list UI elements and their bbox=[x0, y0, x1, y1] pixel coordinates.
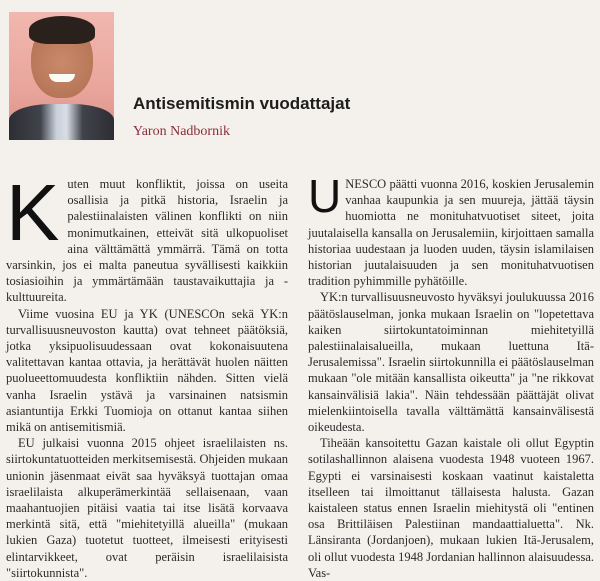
right-column bbox=[308, 170, 594, 581]
left-paragraph-2: Viime vuosina EU ja YK (UNESCOn sekä YK:n turvallisuusneuvoston kautta) ovat tehneet päätöksiä, jotka yksipuolisuudessaan ovat kokonaisuutena valitettavan kantaa ottavia, ja herättävät huolen näitten puolueettomuudesta konfliktiin nähden. Sitten vielä vanha Israelin ystävä ja varsinainen natsismin asiantuntija Erkki Tuomioja on ottanut kantaa siihen mikä on antisemitismiä. bbox=[6, 306, 288, 435]
dropcap-u: U bbox=[308, 170, 342, 222]
right-paragraph-1-text: NESCO päätti vuonna 2016, koskien Jerusalemin vanhaa kaupunkia ja sen muureja, jättää täysin huomiotta ne monituhatvuotiset siteet, joita juutalaisella kansalla on Jerusalemiin, kirjoittaen samalla historiaa uudestaan ja luoden uuden, täysin islamilaisen historian juutalaisuuden ja sen monituhatvuotisen tradition pyhimmille pyhätöille. bbox=[308, 177, 594, 289]
author-photo bbox=[9, 12, 114, 140]
author-shirt bbox=[9, 104, 114, 140]
left-paragraph-1 bbox=[6, 168, 288, 306]
author-smile bbox=[49, 74, 75, 82]
right-paragraph-2: YK:n turvallisuusneuvosto hyväksyi joulukuussa 2016 päätöslauselman, jonka mukaan Israelin on "lopetettava kaiken siirtokuntatoiminnan miehitetyillä palestiinalaisalueilla, mukaan luettuna Itä-Jerusalemissa". Israelin siirtokunnilla ei päätöslauselman mukaan "ole mitään kansallista oikeutta" ja "ne rikkovat kansainvälisiä lakia". Näin tehdessään päättäjät olivat mielenkiintoisella tavalla välttämättä kansainvälisestä oikeudesta. bbox=[308, 290, 594, 435]
left-paragraph-1-text: uten muut konfliktit, joissa on useita osallisia ja pitkä historia, Israelin ja palestiinalaisten välinen konflikti on niin monimutkainen, etteivät sitä ulkopuoliset aina välttämättä ymmärrä. Tämä on totta varsinkin, jos ei malta paneutua syvällisesti kaikkiin tosiasioihin ja ymmärtämään taustavaikuttajia ja -kulttuureita. bbox=[6, 177, 288, 305]
article-author: Yaron Nadbornik bbox=[133, 124, 230, 139]
article-title: Antisemitismin vuodattajat bbox=[133, 94, 351, 113]
dropcap-k: K bbox=[6, 168, 60, 257]
right-paragraph-1 bbox=[308, 170, 594, 289]
left-column bbox=[6, 168, 288, 581]
right-paragraph-3: Tiheään kansoitettu Gazan kaistale oli ollut Egyptin sotilashallinnon alaisena vuodesta 1948 vuoteen 1967. Egypti ei varsinaisesti koskaan vaatinut kaistaletta itselleen tai ilmoittanut tällaisesta halusta. Gazan kaistaleen status ennen Israelin miehitystä oli "entinen osa Brittiläisen Palestiinan mandaattialuetta". Nk. Länsiranta (Jordanjoen), mukaan lukien Itä-Jerusalem, oli ollut vuodesta 1948 Jordanian hallinnon alaisuudessa. Vas- bbox=[308, 436, 594, 580]
author-hair bbox=[29, 16, 95, 44]
left-paragraph-3: EU julkaisi vuonna 2015 ohjeet israelilaisten ns. siirtokuntatuotteiden merkitsemisestä. Ohjeiden mukaan unionin jäsenmaat eivät saa hyväksyä tuottajan omaa israelilaista alkuperämerkintää sellaisenaan, vaan maahantuojien pitäisi vaatia tai itse lisätä korvaava merkintä sitä, että "miehitetyillä alueilla" (mukaan lukien Gaza) tuotetut tuotteet, ilmeisesti erityisesti elintarvikkeet, ovat peräisin israelilaisista "siirtokunnista". bbox=[6, 436, 288, 580]
